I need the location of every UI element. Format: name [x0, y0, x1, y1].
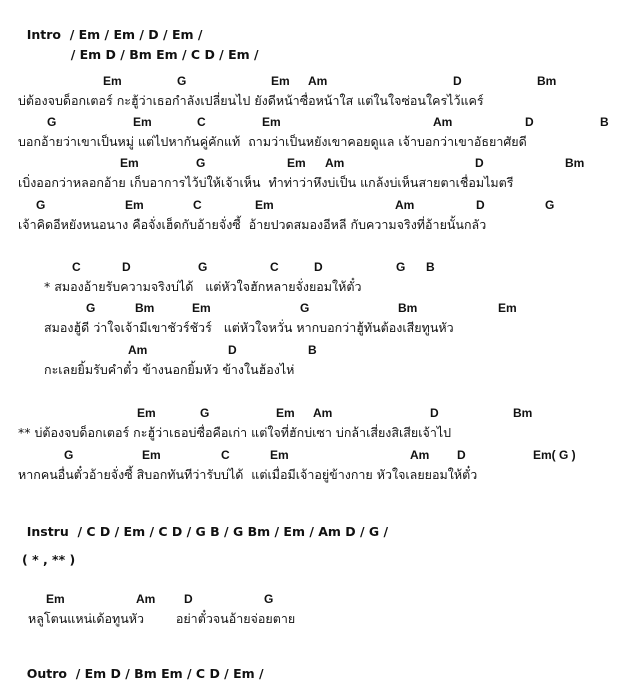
chorus1-lyric-2: สมองฮู้ดี ว่าใจเจ้ามีเขาชัวร์ชัวร์ แต่หัวใจหวั่น หากบอกว่าฮู้ทันต้องเสียทูนหัว: [44, 320, 454, 335]
chord-label: D: [314, 260, 323, 274]
verse-lyric-2: บอกอ้ายว่าเขาเป็นหมู่ แต่ไปหากันคู่คักแท้ ถามว่าเป็นหยังเขาคอยดูแล เจ้าบอกว่าเขาอัธยาศัยดี: [18, 134, 527, 149]
chord-label: Bm: [135, 301, 155, 315]
chord-label: Em: [192, 301, 211, 315]
chord-label: G: [545, 198, 555, 212]
chord-label: Em( G ): [533, 448, 576, 462]
instru-label: Instru: [26, 524, 69, 539]
chord-label: D: [228, 343, 237, 357]
chord-label: Bm: [398, 301, 418, 315]
chorus2-lyric-2: หากคนอื่นตั๋วอ้ายจั่งซี้ สิบอกทันทีว่ารับบ่ได้ แต่เมื่อมีเจ้าอยู่ข้างกาย หัวใจเลยยอมให้ตั๋ว: [18, 467, 478, 482]
chord-label: Em: [271, 74, 290, 88]
chord-label: Bm: [513, 406, 533, 420]
outro-line: [18, 653, 264, 681]
chord-label: G: [47, 115, 57, 129]
chord-label: Em: [287, 156, 306, 170]
instru-line: [18, 511, 388, 539]
repeat-marker: ( * , ** ): [22, 552, 76, 567]
chord-label: Em: [142, 448, 161, 462]
chord-label: Am: [410, 448, 430, 462]
verse-lyric-1: บ่ต้องจบด็อกเตอร์ กะฮู้ว่าเธอกำลังเปลี่ยนไป ยังดีหน้าซื่อหน้าใส แต่ในใจซ่อนใครไว้แคร์: [18, 93, 484, 108]
chord-label: Em: [46, 592, 65, 606]
chord-label: G: [198, 260, 208, 274]
chord-label: Em: [255, 198, 274, 212]
chord-label: Bm: [537, 74, 557, 88]
chord-label: G: [177, 74, 187, 88]
verse-lyric-4: เจ้าคิดอีหยังหนอนาง คือจั่งเฮ็ดกับอ้ายจั่งซี้ อ้ายปวดสมองอีหลี กับความจริงที่อ้ายนั้นกลัว: [18, 217, 487, 232]
intro-chords-2: / Em D / Bm Em / C D / Em /: [70, 47, 259, 62]
chord-label: G: [64, 448, 74, 462]
chord-label: C: [72, 260, 81, 274]
chord-label: Bm: [565, 156, 585, 170]
chord-label: D: [525, 115, 534, 129]
chord-label: Am: [313, 406, 333, 420]
chord-label: Am: [136, 592, 156, 606]
chorus1-lyric-1: * สมองอ้ายรับความจริงบ่ได้ แต่หัวใจฮักหลายจั่งยอมให้ตั๋ว: [44, 279, 362, 294]
bridge-lyric: หลูโตนแหน่เด้อทูนหัว อย่าตั๋วจนอ้ายจ่อยตาย: [28, 611, 296, 626]
chorus2-lyric-1: ** บ่ต้องจบด็อกเตอร์ กะฮู้ว่าเธอบ่ซื่อคือเก่า แต่ใจที่ฮักบ่เซา บ่กล้าเสี่ยงสิเสียเจ้าไป: [18, 425, 452, 440]
chord-label: C: [197, 115, 206, 129]
chord-label: B: [426, 260, 435, 274]
chord-label: Em: [137, 406, 156, 420]
outro-label: Outro: [26, 666, 67, 681]
chord-label: Em: [133, 115, 152, 129]
chord-label: Am: [395, 198, 415, 212]
chord-label: G: [264, 592, 274, 606]
chord-label: Em: [103, 74, 122, 88]
chord-label: B: [308, 343, 317, 357]
chord-label: G: [36, 198, 46, 212]
chord-label: D: [430, 406, 439, 420]
chord-label: D: [453, 74, 462, 88]
chord-label: G: [196, 156, 206, 170]
chord-label: D: [122, 260, 131, 274]
chord-label: Em: [276, 406, 295, 420]
chord-label: Em: [120, 156, 139, 170]
chord-label: C: [221, 448, 230, 462]
chord-label: G: [200, 406, 210, 420]
chord-label: Am: [325, 156, 345, 170]
chord-label: D: [475, 156, 484, 170]
chord-label: D: [184, 592, 193, 606]
intro-label: Intro: [26, 27, 61, 42]
outro-chords: / Em D / Bm Em / C D / Em /: [75, 666, 264, 681]
chord-label: Em: [262, 115, 281, 129]
chord-label: D: [457, 448, 466, 462]
intro-chords-1: / Em / Em / D / Em /: [69, 27, 203, 42]
chord-label: D: [476, 198, 485, 212]
chord-label: G: [300, 301, 310, 315]
chord-label: G: [396, 260, 406, 274]
chord-label: Am: [308, 74, 328, 88]
chord-label: Am: [433, 115, 453, 129]
verse-lyric-3: เบิ่งออกว่าหลอกอ้าย เก็บอาการไว้บ่ให้เจ้าเห็น ทำท่าว่าหึงบ่เป็น แกล้งบ่เห็นสายตาเชื่อมไมตรี: [18, 175, 514, 190]
chord-label: G: [86, 301, 96, 315]
chord-label: Am: [128, 343, 148, 357]
chord-label: B: [600, 115, 609, 129]
chorus1-lyric-3: กะเลยยิ้มรับคำตั๋ว ข้างนอกยิ้มหัว ข้างในฮ้องไห่: [44, 362, 295, 377]
chord-label: C: [270, 260, 279, 274]
chord-label: Em: [498, 301, 517, 315]
chord-label: C: [193, 198, 202, 212]
instru-chords: / C D / Em / C D / G B / G Bm / Em / Am D / G /: [77, 524, 389, 539]
chord-label: Em: [125, 198, 144, 212]
intro-line-2: [62, 34, 259, 62]
chord-label: Em: [270, 448, 289, 462]
